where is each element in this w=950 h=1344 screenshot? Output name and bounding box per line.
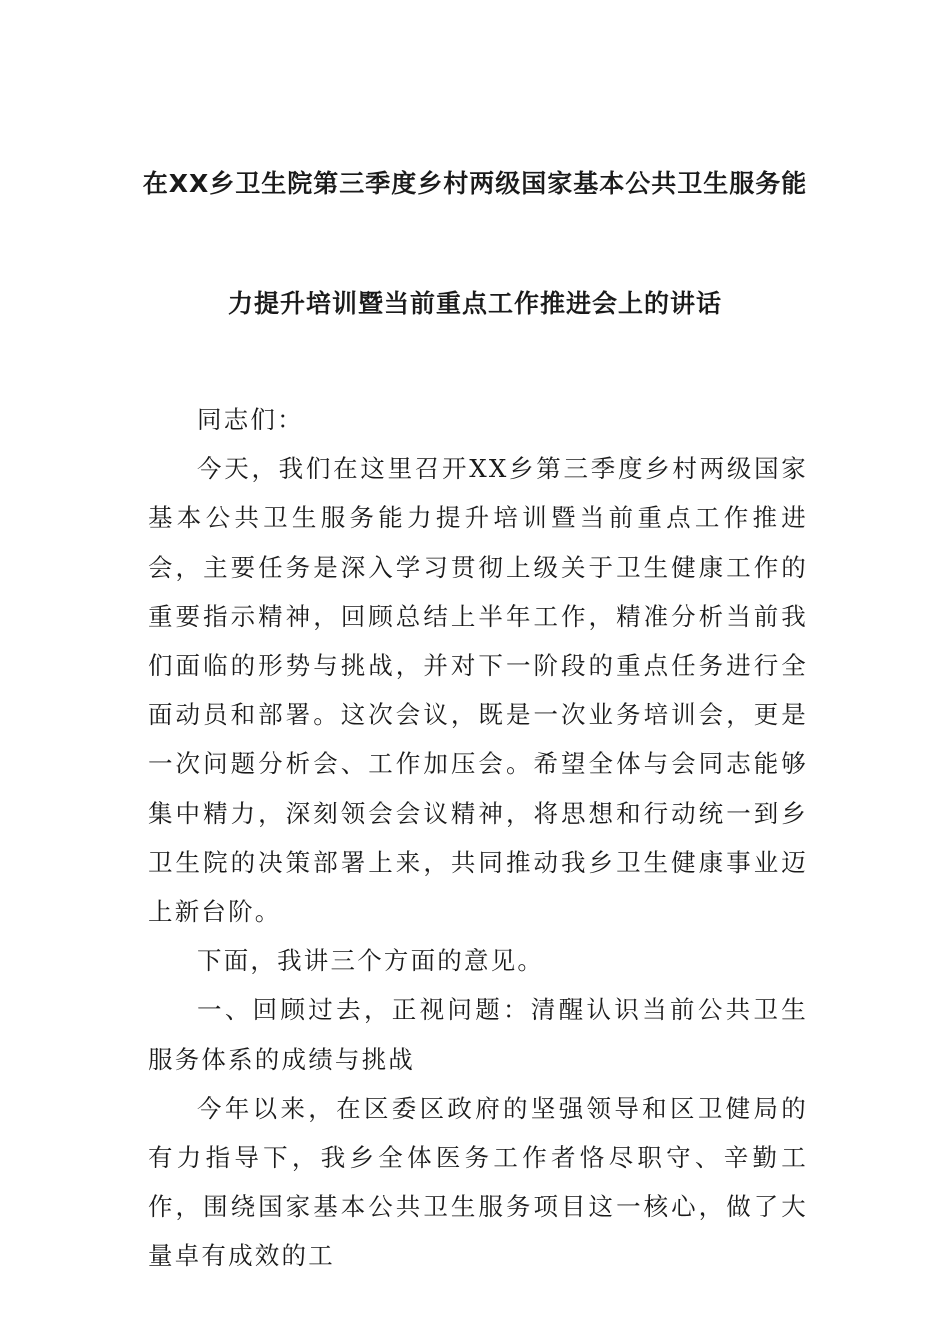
document-title-line-1: 在XX乡卫生院第三季度乡村两级国家基本公共卫生服务能 bbox=[142, 169, 808, 198]
document-body bbox=[148, 395, 808, 1281]
document-title-line-2: 力提升培训暨当前重点工作推进会上的讲话 bbox=[227, 289, 722, 318]
salutation: 同志们： bbox=[197, 405, 304, 434]
paragraph-intro-points: 下面，我讲三个方面的意见。 bbox=[197, 946, 545, 976]
section-heading-1: 一、回顾过去，正视问题：清醒认识当前公共卫生服务体系的成绩与挑战 bbox=[148, 995, 808, 1074]
paragraph-opening: 今天，我们在这里召开XX乡第三季度乡村两级国家基本公共卫生服务能力提升培训暨当前重点工作推进会，主要任务是深入学习贯彻上级关于卫生健康工作的重要指示精神，回顾总结上半年工作，精准分析当前我们面临的形势与挑战，并对下一阶段的重点任务进行全面动员和部署。这次会议，既是一次业务培训会，更是一次问题分析会、工作加压会。希望全体与会同志能够集中精力，深刻领会会议精神，将思想和行动统一到乡卫生院的决策部署上来，共同推动我乡卫生健康事业迈上新台阶。 bbox=[148, 454, 808, 927]
paragraph-section-1: 今年以来，在区委区政府的坚强领导和区卫健局的有力指导下，我乡全体医务工作者恪尽职守、辛勤工作，围绕国家基本公共卫生服务项目这一核心，做了大量卓有成效的工 bbox=[148, 1093, 808, 1271]
